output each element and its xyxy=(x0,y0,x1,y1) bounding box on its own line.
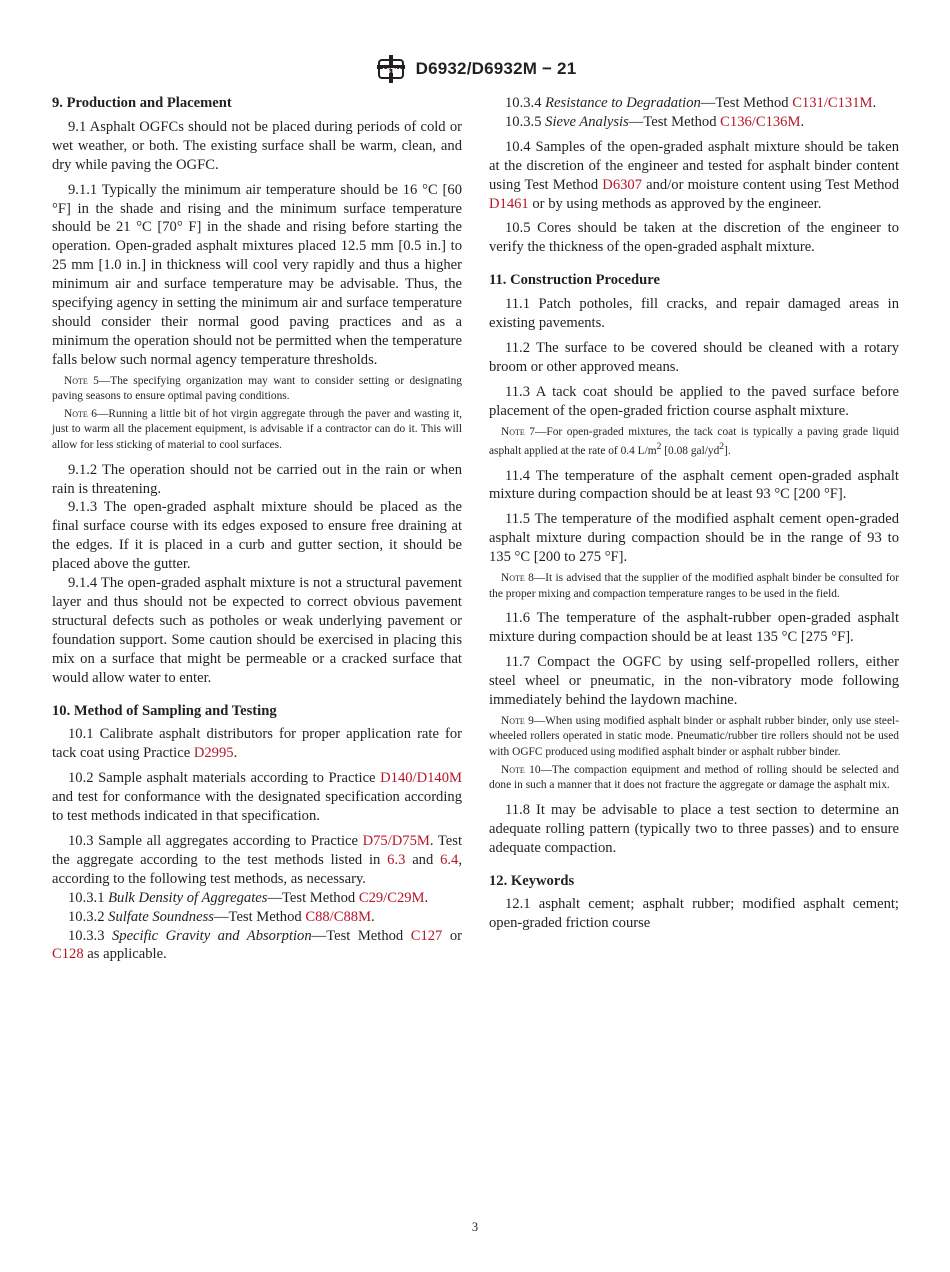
ref-c88-link[interactable]: C88/C88M xyxy=(305,908,372,925)
note-9-label: Note 9 xyxy=(501,714,534,727)
ref-d1461-link[interactable]: D1461 xyxy=(489,195,529,212)
note-5 xyxy=(52,374,462,405)
ref-c29-link[interactable]: C29/C29M xyxy=(358,889,425,906)
para-9-1-2: 9.1.2 The operation should not be carried out in the rain or when rain is threatening. xyxy=(52,461,462,497)
para-12-1: 12.1 asphalt cement; asphalt rubber; modified asphalt cement; open-graded friction course xyxy=(489,896,899,932)
ref-section-6-4-link[interactable]: 6.4 xyxy=(440,851,459,868)
para-9-1-3: 9.1.3 The open-graded asphalt mixture should be placed as the final surface course with its edges exposed to ensure free draining at the edges. If it is placed in a curb and gutter section, it should be placed above the gutter. xyxy=(52,499,462,573)
note-8 xyxy=(489,571,899,602)
para-10-3-2: 10.3.2 Sulfate Soundness—Test Method C88/C88M. xyxy=(68,908,375,925)
para-10-5: 10.5 Cores should be taken at the discretion of the engineer to verify the thickness of the open-graded asphalt mixture. xyxy=(489,220,899,256)
note-8-label: Note 8 xyxy=(501,572,534,585)
page-number: 3 xyxy=(471,1220,479,1234)
para-11-5: 11.5 The temperature of the modified asphalt cement open-graded asphalt mixture during compaction should be in the range of 93 to 135 °C [200 to 275 °F]. xyxy=(489,511,899,566)
para-10-3-4: 10.3.4 Resistance to Degradation—Test Method C131/C131M. xyxy=(505,95,877,111)
para-10-3-5: 10.3.5 Sieve Analysis—Test Method C136/C136M. xyxy=(505,113,805,130)
section-9-heading: 9. Production and Placement xyxy=(52,95,232,111)
para-10-3-3: 10.3.3 Specific Gravity and Absorption—Test Method C127 or C128 as applicable. xyxy=(52,927,462,963)
page-header xyxy=(0,52,950,86)
para-9-1-4: 9.1.4 The open-graded asphalt mixture is not a structural pavement layer and thus should not be expected to correct obvious pavement structural defects such as potholes or weak underlying pavement or foundation support. Some caution should be exercised in placing this mix on a surface that might be permeable or a cracked surface that would allow water to enter. xyxy=(52,575,462,686)
para-10-1: 10.1 Calibrate asphalt distributors for proper application rate for tack coat using Practice D2995. xyxy=(52,726,462,762)
ref-d6307-link[interactable]: D6307 xyxy=(602,176,643,193)
note-5-text: —The specifying organization may want to consider setting or designating paving seasons to ensure optimal paving conditions. xyxy=(52,374,462,403)
para-11-3: 11.3 A tack coat should be applied to the paved surface before placement of the open-graded friction course asphalt mixture. xyxy=(489,383,899,419)
para-11-1: 11.1 Patch potholes, fill cracks, and repair damaged areas in existing pavements. xyxy=(489,296,899,332)
note-9-text: —When using modified asphalt binder or asphalt rubber binder, only use steel-wheeled rollers operated in static mode. Pneumatic/rubber tire rollers should not be used with OGFC produced using modified asphalt binder or asphalt rubber binder. xyxy=(489,714,899,759)
para-10-2: 10.2 Sample asphalt materials according to Practice D140/D140M and test for conformance with the designated specification according to test methods indicated in that specification. xyxy=(52,770,462,825)
note-10 xyxy=(489,763,899,794)
right-column xyxy=(489,94,899,939)
ref-c131-link[interactable]: C131/C131M xyxy=(792,95,873,111)
para-11-2: 11.2 The surface to be covered should be cleaned with a rotary broom or other approved means. xyxy=(489,339,899,375)
para-10-3: 10.3 Sample all aggregates according to Practice D75/D75M. Test the aggregate according to the test methods listed in 6.3 and 6.4, according to the following test methods, as necessary. xyxy=(52,832,462,887)
ref-c136-link[interactable]: C136/C136M xyxy=(720,113,801,130)
note-8-text: —It is advised that the supplier of the modified asphalt binder be consulted for the proper mixing and compaction temperature ranges to be used in the field. xyxy=(489,572,899,600)
para-11-8: 11.8 It may be advisable to place a test section to determine an adequate rolling pattern (typically two to three passes) and to ensure adequate compaction. xyxy=(489,801,899,856)
note-7: Note 7—For open-graded mixtures, the tack coat is typically a paving grade liquid asphalt applied at the rate of 0.4 $L/m^2$ [0.08 gal/$yd^2$]. xyxy=(489,425,899,457)
document-id: D6932/D6932M − 21 xyxy=(415,59,577,78)
svg-text:ASTM: ASTM xyxy=(380,68,401,75)
ref-c128-link[interactable]: C128 xyxy=(52,946,84,963)
para-11-7: 11.7 Compact the OGFC by using self-propelled rollers, either steel wheel or pneumatic, in the non-vibratory mode following immediately behind the laydown machine. xyxy=(489,654,899,708)
left-column xyxy=(52,94,462,964)
note-10-text: —The compaction equipment and method of rolling should be selected and done in such a manner that it does not fracture the aggregate or damage the asphalt mix. xyxy=(489,763,899,792)
para-10-3-1: 10.3.1 Bulk Density of Aggregates—Test Method C29/C29M. xyxy=(68,889,429,906)
section-10-heading: 10. Method of Sampling and Testing xyxy=(52,702,277,719)
ref-d75-link[interactable]: D75/D75M xyxy=(362,832,430,849)
para-11-4: 11.4 The temperature of the asphalt cement open-graded asphalt mixture during compaction should be at least 93 °C [200 °F]. xyxy=(489,467,899,503)
para-9-1-1: 9.1.1 Typically the minimum air temperature should be 16 °C [60 °F] in the shade and rising and the minimum surface temperature should be 21 °C [70° F] in the shade and rising before starting the operation. Open-graded asphalt mixtures placed 12.5 mm [0.5 in.] to 25 mm [1.0 in.] in thickness will cool very rapidly and thus a higher minimum air and surface temperature may be advisable. Thus, the specifying agency in setting the minimum air and surface temperature should consider their normal good paving practices and as a minimum the operation should not be permitted when the temperature falls below such normal agency temperature thresholds. xyxy=(52,181,462,368)
section-11-heading: 11. Construction Procedure xyxy=(489,272,660,289)
note-10-label: Note 10 xyxy=(501,763,541,776)
astm-logo-icon xyxy=(374,54,408,84)
note-9 xyxy=(489,714,899,761)
ref-c127-link[interactable]: C127 xyxy=(410,927,443,944)
ref-d2995-link[interactable]: D2995 xyxy=(193,745,234,762)
note-7-label: Note 7 xyxy=(501,425,536,438)
ref-section-6-3-link[interactable]: 6.3 xyxy=(387,851,406,868)
note-5-label: Note 5 xyxy=(64,374,99,387)
para-9-1: 9.1 Asphalt OGFCs should not be placed during periods of cold or wet weather, or both. The existing surface shall be warm, clean, and dry while paving the OGFC. xyxy=(52,118,462,173)
note-6 xyxy=(52,407,462,454)
para-11-6: 11.6 The temperature of the asphalt-rubber open-graded asphalt mixture during compaction should be at least 135 °C [275 °F]. xyxy=(489,610,899,646)
note-6-text: —Running a little bit of hot virgin aggregate through the paver and wasting it, just to warm all the placement equipment, is advisable if a contractor can do it. This will allow for less sticking of material to cool surfaces. xyxy=(52,407,462,452)
para-10-4: 10.4 Samples of the open-graded asphalt mixture should be taken at the discretion of the engineer and tested for asphalt binder content using Test Method D6307 and/or moisture content using Test Method D1461 or by using methods as approved by the engineer. xyxy=(489,138,899,212)
section-12-heading: 12. Keywords xyxy=(489,872,575,889)
note-6-label: Note 6 xyxy=(64,407,97,420)
ref-d140-link[interactable]: D140/D140M xyxy=(380,770,462,787)
